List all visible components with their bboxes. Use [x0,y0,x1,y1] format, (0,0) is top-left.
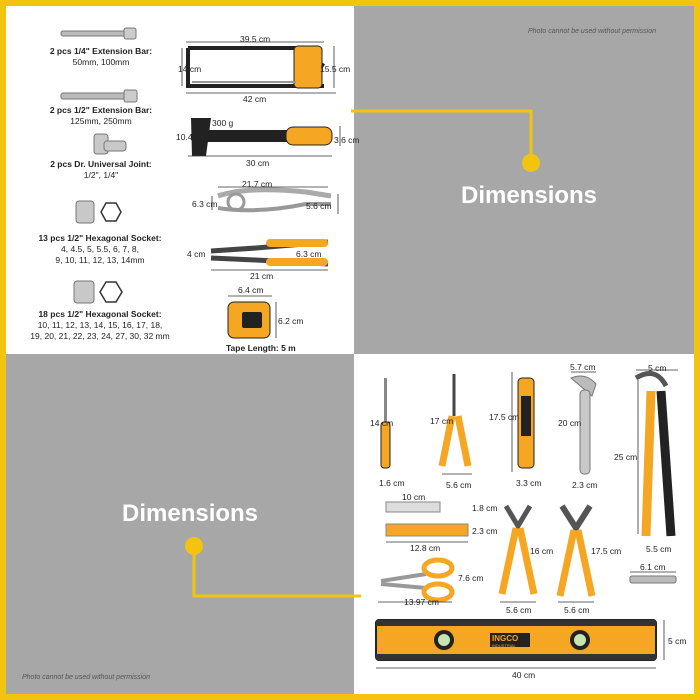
dim-tape-height: 6.2 cm [278,316,304,326]
dim-stripper-height: 4 cm [187,249,206,259]
dim-hammer-height: 10.4 cm [176,132,207,142]
dim-cutter-height: 16 cm [530,546,554,556]
notice-top: Photo cannot be used without permission [528,28,657,35]
list-item-ext-half: 2 pcs 1/2" Extension Bar: 125mm, 250mm [49,105,153,126]
dim-screwdriver-height: 14 cm [370,418,394,428]
dim-comb-height: 17.5 cm [591,546,622,556]
dim-tape-length: Tape Length: 5 m [226,343,296,353]
level-brand-logo: INGCO [492,634,519,643]
notice-bottom: Photo cannot be used without permission [22,674,151,681]
dim-stripper-length: 21 cm [250,271,274,281]
combination-pliers-icon [558,506,594,602]
dim-blade-side: 2.3 cm [472,526,498,536]
dim-vise-height: 6.3 cm [192,199,218,209]
dim-needle-height: 17 cm [430,416,454,426]
dim-tape-width: 6.4 cm [238,285,264,295]
bottom-tools [6,6,700,700]
dim-needle-width: 5.6 cm [446,480,472,490]
water-pump-pliers-icon [636,370,678,536]
dim-screwdriver-width: 1.6 cm [379,478,405,488]
heading-dimensions-top: Dimensions [461,182,598,209]
dim-vise-side: 5.6 cm [306,201,332,211]
list-item-socket-18: 18 pcs 1/2" Hexagonal Socket: 10, 11, 12, 13, 14, 15, 16, 17, 18, 19, 20, 21, 22, 23, 24, 27, 30, 32 mm [30,309,170,341]
list-item-socket-13: 13 pcs 1/2" Hexagonal Socket: 4, 4.5, 5, 5.5, 6, 7, 8, 9, 10, 11, 12, 13, 14mm [38,233,162,265]
dim-hammer-weight: 300 g [212,118,234,128]
dim-comb-width: 5.6 cm [564,605,590,615]
list-item-ext-quarter: 2 pcs 1/4" Extension Bar: 50mm, 100mm [49,46,153,67]
dim-saw-height-left: 14 cm [178,64,202,74]
snap-off-blade-icon [386,502,468,542]
dim-pump-height: 25 cm [614,452,638,462]
dim-wrench-height: 20 cm [558,418,582,428]
dim-vise-width: 21.7 cm [242,179,273,189]
level-brand-sub: INDUSTRIAL [492,643,516,648]
utility-knife-icon [512,372,534,472]
spirit-level-icon [376,620,664,668]
list-item-universal-joint: 2 pcs Dr. Universal Joint: 1/2", 1/4" [50,159,152,180]
dim-wrench-top: 5.7 cm [570,362,596,372]
dim-level-width: 40 cm [512,670,536,680]
dim-pump-top: 5 cm [648,363,667,373]
dim-cutter-width: 5.6 cm [506,605,532,615]
dim-blade-width: 10 cm [402,492,426,502]
heading-dimensions-bottom: Dimensions [122,500,259,527]
dim-level-height: 5 cm [668,636,687,646]
dim-saw-width: 39.5 cm [240,34,271,44]
dim-blade-height: 1.8 cm [472,503,498,513]
dim-wrench-width: 2.3 cm [572,480,598,490]
dim-saw-length: 42 cm [243,94,267,104]
dim-scissors-width: 13.97 cm [404,597,439,607]
dim-scissors-height: 7.6 cm [458,573,484,583]
dim-knife-height: 17.5 cm [489,412,520,422]
dim-hammer-length: 30 cm [246,158,270,168]
dim-stripper-side: 6.3 cm [296,249,322,259]
dim-pump-width: 5.5 cm [646,544,672,554]
scissors-icon [378,560,452,602]
dim-knife-width: 3.3 cm [516,478,542,488]
dim-saw-height-right: 15.5 cm [320,64,351,74]
dim-blade-length: 12.8 cm [410,543,441,553]
dim-hammer-side: 3.6 cm [334,135,360,145]
bit-adapter-icon [630,572,676,583]
dim-adapter-width: 6.1 cm [640,562,666,572]
